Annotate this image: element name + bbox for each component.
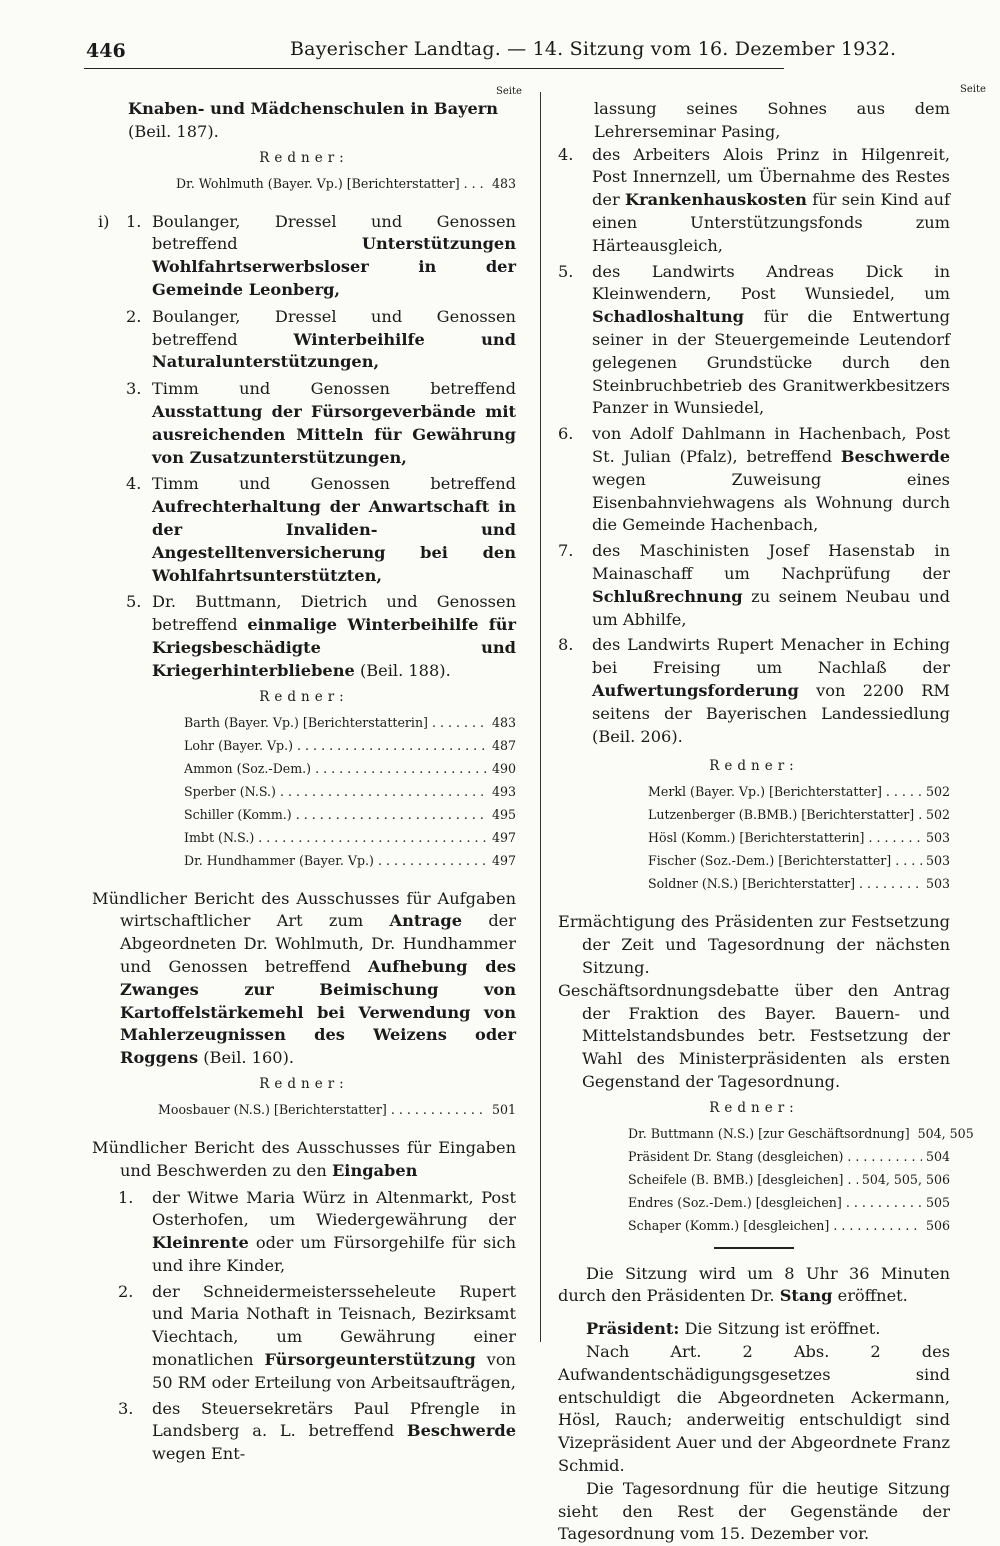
petition-text-part: des Arbeiters Alois Prinz in Hilgenreit, Post Innernzell, um Übernahme des Restes der	[592, 144, 950, 210]
speaker-name: Endres (Soz.-Dem.) [desgleichen]	[628, 1194, 842, 1210]
motion-pre: Dr. Buttmann, Dietrich und Genossen betreffend	[152, 592, 516, 635]
authorization-item: Ermächtigung des Präsidenten zur Festsetzung der Zeit und Tagesordnung der nächsten Sitzung.	[558, 912, 950, 977]
petition-subject: Beschwerde	[406, 1421, 516, 1441]
petition-text-part: wegen Zuweisung eines Eisenbahnviehwagens als Wohnung durch die Gemeinde Hachenbach,	[592, 469, 950, 535]
column-divider	[540, 92, 541, 1342]
speaker-name: Dr. Wohlmuth (Bayer. Vp.) [Berichterstatter]	[176, 175, 460, 191]
petition-item	[558, 261, 950, 421]
speaker-page: 490	[491, 760, 516, 776]
speaker-page: 483	[491, 175, 516, 191]
motion-text	[152, 473, 516, 587]
leader-dots	[464, 172, 488, 195]
header-rule	[84, 68, 784, 69]
speaker-page: 503	[925, 853, 950, 869]
speaker-name: Sperber (N.S.)	[184, 783, 276, 799]
petition-text-part: des Landwirts Andreas Dick in Kleinwendern, Post Wunsiedel, um	[592, 261, 950, 304]
speaker-row	[184, 849, 516, 872]
speaker-page: 495	[491, 806, 516, 822]
left-column	[92, 98, 516, 1469]
petition-text-part: der Schneidermeistersseheleute Rupert und Maria Nothaft in Teisnach, Bezirksamt Viechtach, um Gewährung einer monatlichen	[152, 1281, 516, 1370]
speaker-row	[648, 872, 950, 895]
speaker-row	[628, 1214, 950, 1237]
motion-subject: einmalige Winterbeihilfe für Kriegsbeschädigte und Kriegerhinterbliebene	[152, 615, 517, 680]
leader-dots	[258, 826, 488, 849]
speaker-page: 497	[491, 852, 516, 868]
seite-label-left: Seite	[496, 86, 522, 97]
speaker-row	[648, 849, 950, 872]
speaker-list-procedure	[558, 1122, 974, 1237]
speaker-row	[628, 1122, 974, 1145]
motion-text	[152, 211, 516, 302]
speaker-page: 504	[925, 1148, 950, 1164]
leader-dots	[859, 872, 922, 895]
report-1	[92, 888, 516, 1070]
report-1-bold-1: Antrage	[389, 911, 462, 931]
petition-text-part: für die Entwertung seiner in der Steuergemeinde Leutendorf gelegenen Grundstücke durch den Steinbruchbetrieb des Granitwerkbesitzers Panzer in Wunsiedel,	[592, 307, 950, 418]
motion-subject: Unterstützungen Wohlfahrtserwerbsloser in der Gemeinde Leonberg,	[152, 234, 516, 299]
seite-label-right: Seite	[960, 84, 986, 95]
petitions-list-left	[92, 1187, 516, 1467]
petition-number: 7.	[558, 541, 574, 561]
speaker-row	[628, 1191, 950, 1214]
petition-number: 2.	[118, 1281, 134, 1301]
petition-text	[592, 261, 950, 421]
speaker-name: Fischer (Soz.-Dem.) [Berichterstatter]	[648, 853, 892, 869]
leader-dots	[833, 1214, 922, 1237]
speaker-row	[184, 734, 516, 757]
leader-dots	[297, 734, 488, 757]
motions-list	[92, 211, 516, 683]
agenda-paragraph: Die Tagesordnung für die heutige Sitzung sieht den Rest der Gegenstände der Tagesordnung vom 15. Dezember vor.	[558, 1478, 950, 1544]
motion-pre: Boulanger, Dressel und Genossen betreffend	[152, 211, 516, 254]
petition-subject: Schadloshaltung	[592, 307, 744, 327]
petition-text-part: oder um Fürsorgehilfe für sich und ihre Kinder,	[152, 1233, 516, 1275]
speaker-list-report-1	[92, 1098, 516, 1121]
speaker-name: Lutzenberger (B.BMB.) [Berichterstatter]	[648, 807, 915, 823]
redner-label: Redner:	[259, 1075, 349, 1092]
petition-text	[152, 1187, 516, 1278]
petition-item	[118, 1398, 516, 1466]
leader-dots	[918, 803, 922, 826]
leader-dots	[847, 1145, 922, 1168]
motion-subject: Ausstattung der Fürsorgeverbände mit ausreichenden Mitteln für Gewährung von Zusatzunterstützungen,	[152, 401, 516, 467]
report-1-mid: der Abgeordneten Dr. Wohlmuth, Dr. Hundhammer und Genossen betreffend	[120, 911, 516, 976]
leader-dots	[280, 780, 488, 803]
leader-dots	[846, 1191, 922, 1214]
motion-pre: Boulanger, Dressel und Genossen betreffend	[152, 306, 516, 349]
motion-number: 5.	[126, 592, 142, 612]
speaker-row	[648, 780, 950, 803]
opening-pre: Die Sitzung wird um 8 Uhr 36 Minuten durch den Präsidenten Dr.	[558, 1263, 950, 1306]
speaker-list-a	[92, 172, 516, 195]
speaker-page: 503	[925, 830, 950, 846]
leader-dots	[391, 1098, 488, 1121]
leader-dots	[868, 826, 921, 849]
motion-text	[152, 378, 516, 469]
petition-item	[118, 1281, 516, 1395]
report-1-post: (Beil. 160).	[203, 1048, 295, 1068]
speaker-page: 487	[491, 737, 516, 753]
petition-item	[558, 423, 950, 537]
speaker-name: Scheifele (B. BMB.) [desgleichen]	[628, 1171, 844, 1187]
leader-dots	[847, 1168, 857, 1191]
section-rule	[714, 1247, 794, 1249]
speaker-page: 502	[925, 807, 950, 823]
motion-item	[126, 306, 516, 374]
report-2-bold: Eingaben	[331, 1160, 418, 1180]
opening-bold: Stang	[779, 1286, 833, 1306]
petition-subject: Beschwerde	[840, 446, 950, 466]
block-a-heading	[92, 98, 516, 144]
motion-subject: Aufrechterhaltung der Anwartschaft in der Invaliden- und Angestelltenversicherung bei den Wohlfahrtsunterstützten,	[152, 497, 516, 585]
opening-post: eröffnet.	[837, 1286, 908, 1306]
opening-sentence	[558, 1263, 950, 1309]
speaker-list-petitions	[558, 780, 950, 895]
leader-dots	[895, 849, 922, 872]
speaker-row	[628, 1145, 950, 1168]
running-title: Bayerischer Landtag. — 14. Sitzung vom 16. Dezember 1932.	[290, 38, 897, 60]
motion-pre: Timm und Genossen betreffend	[152, 474, 516, 494]
speaker-row	[648, 826, 950, 849]
speaker-page: 505	[925, 1194, 950, 1210]
speaker-row	[158, 1098, 516, 1121]
report-1-bold-2: Aufhebung des Zwanges zur Beimischung von Kartoffelstärkemehl bei Verwendung von Mahlerzeugnissen des Weizens oder Roggens	[120, 956, 516, 1068]
leader-dots	[432, 711, 488, 734]
president-text: Die Sitzung ist eröffnet.	[684, 1319, 881, 1339]
petition-text	[592, 144, 950, 258]
petition-text-part: von 50 RM oder Erteilung von Arbeitsaufträgen,	[152, 1350, 516, 1392]
motion-post: (Beil. 188).	[354, 660, 451, 680]
petition-text	[592, 634, 950, 748]
motion-item	[126, 473, 516, 587]
motion-text	[152, 591, 516, 682]
petition-subject: Kleinrente	[152, 1233, 249, 1253]
leader-dots	[886, 780, 922, 803]
item-i-marker: i)	[98, 211, 110, 231]
right-column	[558, 98, 974, 1546]
speaker-name: Hösl (Komm.) [Berichterstatterin]	[648, 830, 865, 846]
petition-text	[592, 423, 950, 537]
leader-dots	[315, 757, 488, 780]
redner-label: Redner:	[709, 758, 799, 775]
speaker-page: 504, 505, 506	[861, 1171, 950, 1187]
motion-item	[126, 211, 516, 302]
petition-text	[592, 540, 950, 631]
motion-subject: Winterbeihilfe und Naturalunterstützungen,	[152, 329, 516, 372]
speaker-name: Moosbauer (N.S.) [Berichterstatter]	[158, 1101, 387, 1117]
speaker-name: Schiller (Komm.)	[184, 806, 292, 822]
report-1-pre: Mündlicher Bericht des Ausschusses für Aufgaben wirtschaftlicher Art zum	[92, 888, 516, 931]
petition-text-part: des Landwirts Rupert Menacher in Eching bei Freising um Nachlaß der	[592, 635, 950, 678]
speaker-row	[184, 780, 516, 803]
petition-item	[118, 1187, 516, 1278]
petition-3-continuation: lassung seines Sohnes aus dem Lehrerseminar Pasing,	[594, 99, 950, 141]
petition-number: 8.	[558, 635, 574, 655]
motion-number: 2.	[126, 306, 142, 326]
speaker-name: Soldner (N.S.) [Berichterstatter]	[648, 876, 856, 892]
petition-text-part: wegen Ent-	[152, 1444, 246, 1464]
petition-text-part: von Adolf Dahlmann in Hachenbach, Post St. Julian (Pfalz), betreffend	[592, 424, 950, 466]
speaker-row	[184, 711, 516, 734]
speaker-name: Lohr (Bayer. Vp.)	[184, 737, 294, 753]
motion-item	[126, 378, 516, 469]
speaker-row	[176, 172, 516, 195]
redner-label: Redner:	[259, 149, 349, 166]
report-2-pre: Mündlicher Bericht des Ausschusses für Eingaben und Beschwerden zu den	[92, 1137, 516, 1180]
speaker-page: 506	[925, 1217, 950, 1233]
page-number: 446	[86, 40, 126, 62]
excused-paragraph: Nach Art. 2 Abs. 2 des Aufwandentschädigungsgesetzes sind entschuldigt die Abgeordneten Ackermann, Hösl, Rauch; anderweitig entschuldigt sind Vizepräsident Auer und der Abgeordnete Franz Schmid.	[558, 1342, 950, 1476]
speaker-page: 503	[925, 876, 950, 892]
speaker-name: Ammon (Soz.-Dem.)	[184, 760, 312, 776]
petition-subject: Fürsorgeunterstützung	[264, 1350, 476, 1370]
petition-number: 3.	[118, 1398, 134, 1418]
speaker-page: 497	[491, 829, 516, 845]
petition-number: 1.	[118, 1187, 134, 1207]
speaker-row	[184, 757, 516, 780]
block-a-title: Knaben- und Mädchenschulen in Bayern	[128, 99, 499, 118]
petition-item	[558, 634, 950, 748]
speaker-page: 483	[491, 714, 516, 730]
petition-subject: Schlußrechnung	[592, 586, 743, 606]
petitions-list-right	[558, 144, 950, 749]
president-statement	[558, 1318, 950, 1341]
petition-text-part: für sein Kind auf einen Unterstützungsfonds zum Härteausgleich,	[592, 190, 950, 255]
procedure-item: Geschäftsordnungsdebatte über den Antrag der Fraktion des Bayer. Bauern- und Mittelstandsbundes betr. Festsetzung der Wahl des Ministerpräsidenten als ersten Gegenstand der Tagesordnung.	[558, 980, 950, 1091]
motion-text	[152, 306, 516, 374]
petition-number: 5.	[558, 261, 574, 281]
redner-label: Redner:	[259, 688, 349, 705]
petition-subject: Aufwertungsforderung	[592, 680, 799, 700]
speaker-page: 501	[491, 1101, 516, 1117]
petition-text-part: zu seinem Neubau und um Abhilfe,	[592, 586, 950, 629]
speaker-page: 504, 505	[917, 1125, 974, 1141]
leader-dots	[296, 803, 488, 826]
petition-text	[152, 1398, 516, 1466]
speaker-name: Präsident Dr. Stang (desgleichen)	[628, 1148, 844, 1164]
petition-text-part: von 2200 RM seitens der Bayerischen Landessiedlung (Beil. 206).	[592, 680, 950, 746]
report-2	[92, 1137, 516, 1183]
speaker-list-motions	[92, 711, 516, 872]
president-label: Präsident:	[586, 1319, 680, 1339]
motion-pre: Timm und Genossen betreffend	[152, 379, 516, 399]
motion-item	[126, 591, 516, 682]
speaker-name: Barth (Bayer. Vp.) [Berichterstatterin]	[184, 714, 428, 730]
speaker-page: 502	[925, 784, 950, 800]
petition-number: 4.	[558, 144, 574, 164]
petition-number: 6.	[558, 424, 574, 444]
speaker-name: Dr. Buttmann (N.S.) [zur Geschäftsordnung]	[628, 1125, 910, 1141]
speaker-name: Schaper (Komm.) [desgleichen]	[628, 1217, 830, 1233]
petition-item	[558, 144, 950, 258]
speaker-row	[648, 803, 950, 826]
speaker-page: 493	[491, 783, 516, 799]
petition-text	[152, 1281, 516, 1395]
motion-number: 1.	[126, 211, 142, 231]
petition-text-part: des Steuersekretärs Paul Pfrengle in Landsberg a. L. betreffend	[152, 1398, 516, 1441]
speaker-row	[184, 803, 516, 826]
speaker-row	[628, 1168, 950, 1191]
speaker-name: Merkl (Bayer. Vp.) [Berichterstatter]	[648, 784, 882, 800]
speaker-row	[184, 826, 516, 849]
leader-dots	[378, 849, 488, 872]
petition-text-part: der Witwe Maria Würz in Altenmarkt, Post Osterhofen, um Wiedergewährung der	[152, 1187, 516, 1230]
petition-item	[558, 540, 950, 631]
petition-text-part: des Maschinisten Josef Hasenstab in Mainaschaff um Nachprüfung der	[592, 541, 950, 583]
redner-label: Redner:	[709, 1099, 799, 1116]
petition-subject: Krankenhauskosten	[625, 190, 807, 210]
motion-number: 4.	[126, 474, 142, 494]
block-a-ref: (Beil. 187).	[128, 121, 219, 141]
speaker-name: Dr. Hundhammer (Bayer. Vp.)	[184, 852, 374, 868]
motion-number: 3.	[126, 379, 142, 399]
motions-block	[92, 211, 516, 683]
speaker-name: Imbt (N.S.)	[184, 829, 255, 845]
